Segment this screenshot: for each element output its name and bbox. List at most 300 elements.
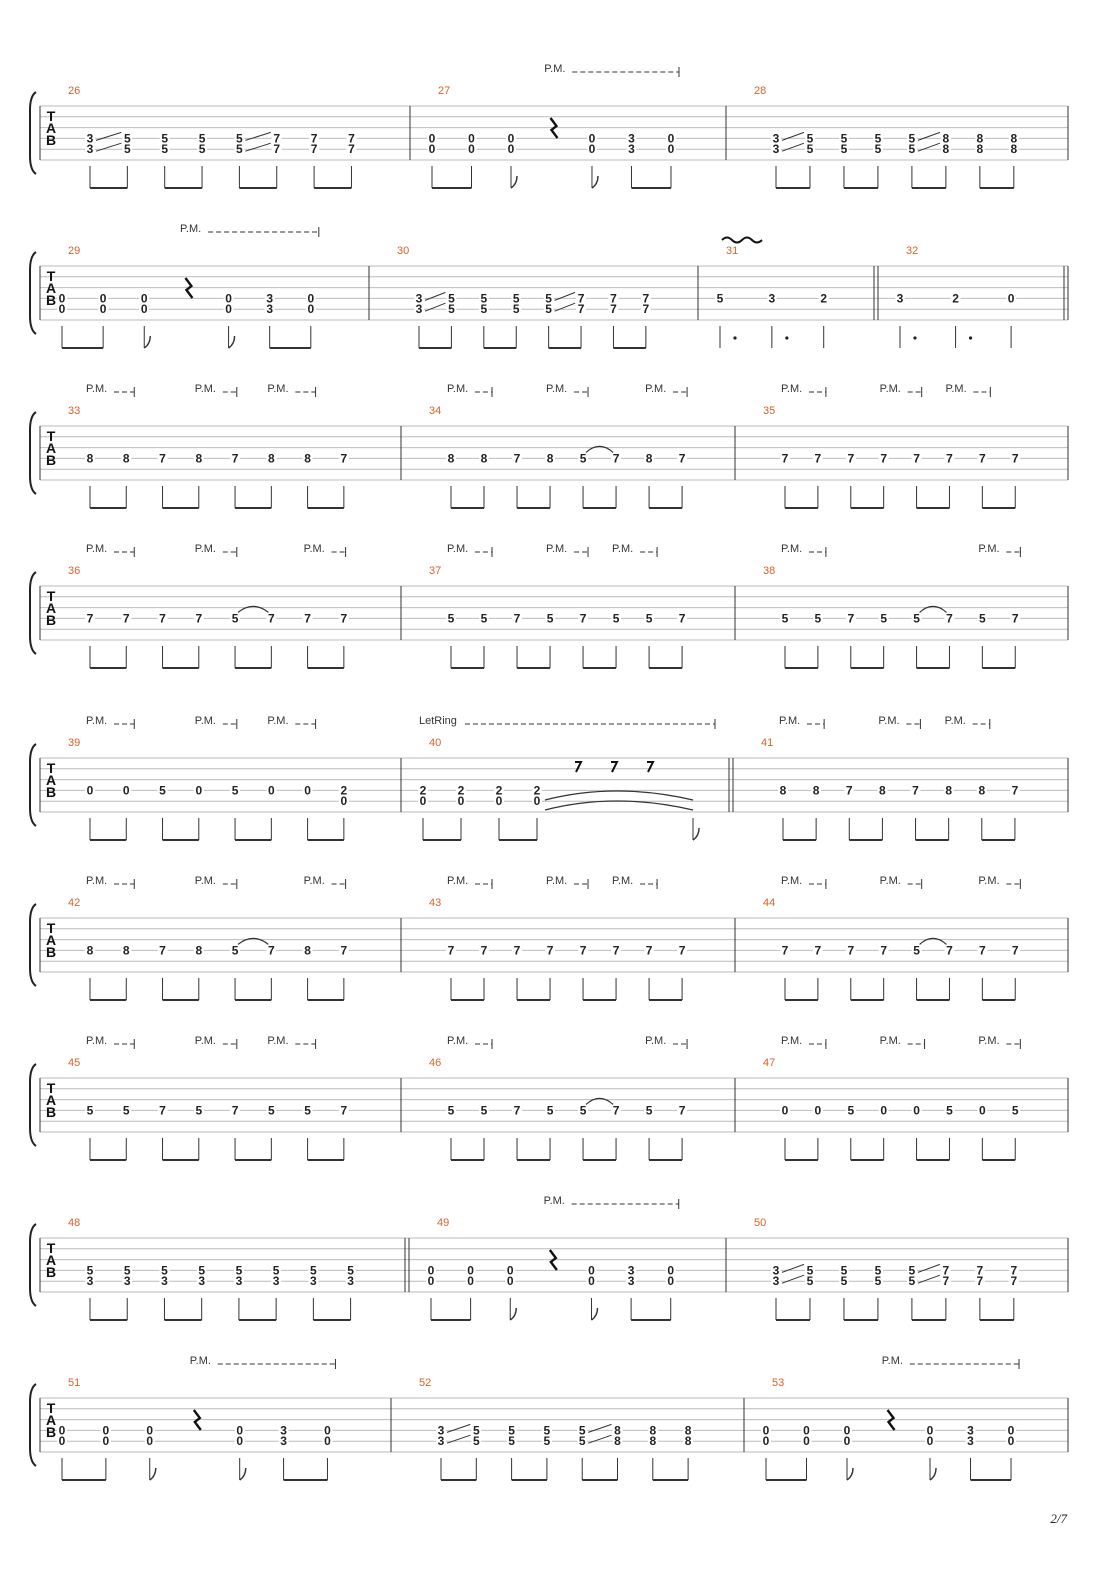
fret-number: 0: [1007, 1434, 1015, 1449]
measure-number: 51: [68, 1377, 81, 1389]
let-ring-label: LetRing: [419, 715, 457, 727]
tab-clef-letter: A: [45, 1092, 57, 1108]
fret-number: 8: [645, 451, 653, 466]
fret-number: 0: [236, 1423, 244, 1438]
system-bracket: [30, 412, 36, 494]
palm-mute-label: P.M.: [546, 383, 568, 395]
fret-number: 0: [86, 783, 94, 798]
measure-number: 44: [763, 897, 776, 909]
fret-number: 5: [480, 1103, 488, 1118]
slide-line: [782, 132, 804, 140]
fret-number: 7: [847, 611, 855, 626]
fret-number: 7: [1011, 451, 1019, 466]
fret-number: 3: [967, 1434, 974, 1449]
fret-number: 5: [645, 611, 653, 626]
tab-clef-letter: T: [46, 920, 56, 936]
tab-clef-letter: T: [46, 108, 56, 124]
fret-number: 7: [267, 943, 275, 958]
fret-number: 0: [58, 291, 66, 306]
fret-number: 7: [678, 943, 686, 958]
fret-number: 8: [195, 451, 203, 466]
fret-number: 0: [122, 783, 130, 798]
measure-number: 34: [429, 405, 442, 417]
fret-number: 8: [942, 142, 950, 157]
fret-number: 3: [627, 1263, 635, 1278]
fret-number: 0: [843, 1423, 851, 1438]
measure-number: 36: [68, 565, 81, 577]
fret-number: 7: [1011, 783, 1019, 798]
fret-number: 0: [926, 1423, 934, 1438]
palm-mute-label: P.M.: [194, 715, 216, 727]
fret-number: 7: [447, 943, 455, 958]
tab-clef-letter: A: [45, 280, 57, 296]
fret-number: 3: [967, 1423, 974, 1438]
system-bracket: [30, 252, 36, 334]
fret-number: 7: [610, 291, 617, 306]
fret-number: 8: [304, 943, 311, 958]
fret-number: 0: [588, 1263, 595, 1278]
fret-number: 7: [577, 302, 585, 317]
tab-clef-letter: A: [45, 120, 57, 136]
fret-number: 5: [543, 1434, 551, 1449]
fret-number: 0: [146, 1423, 154, 1438]
palm-mute-label: P.M.: [267, 383, 289, 395]
fret-number: 7: [159, 611, 166, 626]
tab-system: [30, 1199, 1068, 1320]
fret-number: 7: [612, 451, 620, 466]
fret-number: 5: [979, 611, 986, 626]
fret-number: 3: [415, 291, 423, 306]
measure-number: 52: [419, 1377, 432, 1389]
fret-number: 5: [781, 611, 789, 626]
fret-number: 8: [614, 1423, 621, 1438]
fret-number: 7: [513, 1103, 521, 1118]
fret-number: 3: [628, 131, 635, 146]
fret-number: 7: [678, 611, 686, 626]
fret-number: 7: [610, 302, 617, 317]
fret-number: 0: [428, 142, 436, 157]
tab-clef-letter: B: [45, 132, 57, 148]
palm-mute-label: P.M.: [879, 875, 901, 887]
fret-number: 5: [236, 142, 243, 157]
fret-number: 5: [86, 1263, 94, 1278]
fret-number: 5: [908, 1263, 916, 1278]
fret-number: 7: [642, 291, 650, 306]
fret-number: 5: [840, 131, 848, 146]
fret-number: 0: [324, 1423, 331, 1438]
palm-mute-label: P.M.: [879, 383, 901, 395]
fret-number: 0: [225, 302, 232, 317]
slide-line: [96, 132, 121, 140]
measure-number: 26: [68, 85, 81, 97]
fret-number: 2: [457, 783, 465, 798]
let-ring-tie: [545, 791, 693, 800]
slide-line: [918, 132, 940, 140]
fret-number: 7: [513, 611, 521, 626]
fret-number: 5: [612, 611, 620, 626]
fret-number: 5: [124, 142, 131, 157]
dot: [785, 336, 788, 339]
fret-number: 0: [457, 794, 465, 809]
eighth-flag: [511, 176, 517, 188]
eighth-flag: [592, 176, 598, 188]
fret-number: 0: [419, 794, 427, 809]
fret-number: 7: [1011, 943, 1019, 958]
fret-number: 8: [304, 451, 311, 466]
fret-number: 8: [649, 1423, 657, 1438]
fret-number: 2: [533, 783, 541, 798]
fret-number: 7: [880, 451, 888, 466]
fret-number: 8: [122, 451, 130, 466]
measure-number: 48: [68, 1217, 81, 1229]
fret-number: 3: [772, 1274, 780, 1289]
fret-number: 7: [348, 142, 355, 157]
slide-line: [782, 1275, 804, 1283]
dot: [913, 336, 916, 339]
fret-number: 5: [159, 783, 166, 798]
fret-number: 3: [768, 291, 776, 306]
eighth-flag: [510, 1308, 516, 1320]
fret-number: 5: [806, 142, 814, 157]
measure-number: 29: [68, 245, 81, 257]
palm-mute-label: P.M.: [303, 875, 325, 887]
fret-number: 7: [304, 611, 311, 626]
fret-number: 3: [280, 1423, 287, 1438]
fret-number: 5: [122, 1103, 130, 1118]
measure-number: 32: [906, 245, 919, 257]
let-ring-tie: [545, 801, 693, 810]
tab-clef-letter: B: [45, 1264, 57, 1280]
fret-number: 0: [762, 1423, 770, 1438]
measure-number: 40: [429, 737, 442, 749]
fret-number: 0: [803, 1423, 810, 1438]
fret-number: 7: [845, 783, 853, 798]
fret-number: 5: [231, 783, 239, 798]
fret-number: 5: [508, 1434, 515, 1449]
fret-number: 5: [578, 1434, 586, 1449]
tab-clef-letter: B: [45, 784, 57, 800]
measure-number: 38: [763, 565, 776, 577]
fret-number: 0: [667, 131, 675, 146]
fret-number: 0: [495, 794, 503, 809]
fret-number: 5: [86, 1103, 94, 1118]
palm-mute-label: P.M.: [546, 543, 568, 555]
tab-system: [30, 1039, 1068, 1160]
fret-number: 7: [781, 943, 789, 958]
fret-number: 0: [427, 1274, 435, 1289]
palm-mute-label: P.M.: [544, 63, 566, 75]
fret-number: 0: [507, 131, 515, 146]
palm-mute-label: P.M.: [612, 875, 634, 887]
fret-number: 7: [310, 131, 318, 146]
system-bracket: [30, 904, 36, 986]
fret-number: 5: [480, 291, 488, 306]
slide-line: [447, 1435, 470, 1443]
palm-mute-label: P.M.: [86, 715, 108, 727]
dot: [733, 336, 736, 339]
fret-number: 3: [280, 1434, 287, 1449]
fret-number: 5: [543, 1423, 551, 1438]
tab-clef-letter: A: [45, 772, 57, 788]
eighth-flag: [229, 336, 235, 348]
palm-mute-label: P.M.: [781, 875, 803, 887]
fret-number: 8: [976, 142, 984, 157]
fret-number: 5: [946, 1103, 953, 1118]
fret-number: 8: [879, 783, 886, 798]
fret-number: 0: [146, 1434, 154, 1449]
fret-number: 0: [428, 131, 436, 146]
fret-number: 0: [588, 1274, 595, 1289]
fret-number: 0: [507, 142, 515, 157]
fret-number: 5: [806, 1263, 814, 1278]
fret-number: 7: [946, 611, 953, 626]
fret-number: 5: [272, 1263, 280, 1278]
fret-number: 0: [195, 783, 203, 798]
measure-number: 35: [763, 405, 776, 417]
fret-number: 3: [123, 1274, 131, 1289]
fret-number: 3: [772, 1263, 780, 1278]
fret-number: 5: [874, 142, 882, 157]
fret-number: 0: [58, 1423, 66, 1438]
slide-line: [425, 303, 445, 311]
fret-number: 5: [448, 302, 455, 317]
fret-number: 5: [508, 1423, 515, 1438]
fret-number: 0: [588, 142, 596, 157]
dot: [969, 336, 972, 339]
fret-number: 5: [198, 1263, 206, 1278]
fret-number: 0: [58, 302, 66, 317]
measure-number: 39: [68, 737, 81, 749]
tab-system: [30, 387, 1068, 508]
fret-number: 7: [1010, 1263, 1018, 1278]
tab-clef-letter: T: [46, 588, 56, 604]
fret-number: 5: [447, 611, 455, 626]
slide-line: [918, 1264, 940, 1272]
fret-number: 2: [340, 783, 348, 798]
fret-number: 8: [945, 783, 953, 798]
fret-number: 3: [198, 1274, 206, 1289]
fret-number: 3: [272, 1274, 280, 1289]
fret-number: 5: [716, 291, 724, 306]
fret-number: 0: [667, 1263, 675, 1278]
palm-mute-label: P.M.: [978, 875, 1000, 887]
palm-mute-label: P.M.: [86, 1035, 108, 1047]
fret-number: 7: [159, 943, 166, 958]
tab-clef-letter: A: [45, 440, 57, 456]
fret-number: 0: [880, 1103, 888, 1118]
measure-number: 53: [772, 1377, 785, 1389]
fret-number: 8: [480, 451, 488, 466]
fret-number: 0: [588, 131, 596, 146]
fret-number: 8: [779, 783, 787, 798]
fret-number: 7: [159, 451, 166, 466]
fret-number: 5: [840, 142, 848, 157]
fret-number: 0: [467, 1263, 474, 1278]
fret-number: 0: [225, 291, 232, 306]
measure-number: 47: [763, 1057, 776, 1069]
measure-number: 30: [397, 245, 410, 257]
fret-number: 5: [231, 943, 239, 958]
fret-number: 8: [267, 451, 275, 466]
fret-number: 7: [340, 1103, 348, 1118]
palm-mute-label: P.M.: [447, 875, 469, 887]
fret-number: 5: [235, 1263, 243, 1278]
tab-clef-letter: A: [45, 1412, 57, 1428]
system-bracket: [30, 92, 36, 174]
fret-number: 0: [468, 142, 475, 157]
palm-mute-label: P.M.: [781, 543, 803, 555]
fret-number: 2: [419, 783, 427, 798]
fret-number: 7: [480, 943, 488, 958]
vibrato-mark: [722, 238, 762, 243]
fret-number: 3: [627, 1274, 635, 1289]
fret-number: 7: [579, 611, 587, 626]
fret-number: 0: [324, 1434, 331, 1449]
fret-number: 7: [814, 451, 822, 466]
fret-number: 7: [645, 943, 653, 958]
fret-number: 3: [266, 291, 274, 306]
fret-number: 3: [266, 302, 274, 317]
fret-number: 5: [908, 142, 916, 157]
slide-line: [782, 1264, 804, 1272]
slide-line: [245, 132, 270, 140]
fret-number: 0: [667, 142, 675, 157]
palm-mute-label: P.M.: [303, 543, 325, 555]
fret-number: 7: [678, 451, 686, 466]
measure-number: 46: [429, 1057, 442, 1069]
fret-number: 7: [231, 1103, 239, 1118]
palm-mute-label: P.M.: [447, 543, 469, 555]
fret-number: 8: [614, 1434, 621, 1449]
fret-number: 8: [1010, 142, 1018, 157]
fret-number: 5: [806, 131, 814, 146]
palm-mute-label: P.M.: [779, 715, 801, 727]
fret-number: 5: [545, 291, 552, 306]
fret-number: 7: [340, 611, 348, 626]
fret-number: 5: [579, 451, 587, 466]
fret-number: 3: [161, 1274, 168, 1289]
fret-number: 7: [340, 451, 348, 466]
measure-number: 45: [68, 1057, 81, 1069]
tab-system: [30, 1359, 1068, 1480]
system-bracket: [30, 1064, 36, 1146]
fret-number: 0: [267, 783, 275, 798]
measure-number: 49: [437, 1217, 450, 1229]
system-bracket: [30, 572, 36, 654]
eighth-flag: [930, 1468, 936, 1480]
fret-number: 7: [913, 451, 920, 466]
fret-number: 5: [814, 611, 822, 626]
fret-number: 0: [236, 1434, 244, 1449]
fret-number: 7: [678, 1103, 686, 1118]
fret-number: 5: [546, 611, 554, 626]
fret-number: 3: [86, 131, 94, 146]
fret-number: 7: [340, 943, 348, 958]
slide-line: [555, 303, 575, 311]
palm-mute-label: P.M.: [546, 875, 568, 887]
tab-clef-letter: T: [46, 428, 56, 444]
palm-mute-label: P.M.: [945, 383, 967, 395]
fret-number: 8: [684, 1434, 692, 1449]
palm-mute-label: P.M.: [86, 875, 108, 887]
palm-mute-label: P.M.: [543, 1195, 565, 1207]
fret-number: 0: [304, 783, 311, 798]
fret-number: 5: [1011, 1103, 1019, 1118]
palm-mute-label: P.M.: [645, 383, 667, 395]
palm-mute-label: P.M.: [781, 383, 803, 395]
fret-number: 0: [667, 1274, 675, 1289]
fret-number: 5: [840, 1274, 848, 1289]
fret-number: 0: [102, 1423, 110, 1438]
palm-mute-label: P.M.: [447, 383, 469, 395]
fret-number: 0: [843, 1434, 851, 1449]
tab-clef-letter: T: [46, 268, 56, 284]
eighth-flag: [150, 1468, 156, 1480]
eighth-rest: [611, 762, 617, 772]
measure-number: 31: [726, 245, 739, 257]
fret-number: 0: [979, 1103, 986, 1118]
palm-mute-label: P.M.: [189, 1355, 211, 1367]
palm-mute-label: P.M.: [194, 383, 216, 395]
fret-number: 0: [58, 1434, 66, 1449]
fret-number: 3: [437, 1434, 445, 1449]
fret-number: 3: [235, 1274, 243, 1289]
palm-mute-label: P.M.: [781, 1035, 803, 1047]
fret-number: 5: [198, 131, 206, 146]
tab-clef-letter: A: [45, 1252, 57, 1268]
tab-clef-letter: A: [45, 932, 57, 948]
slide-line: [782, 143, 804, 151]
fret-number: 7: [781, 451, 789, 466]
fret-number: 5: [840, 1263, 848, 1278]
fret-number: 5: [880, 611, 888, 626]
fret-number: 3: [86, 1274, 94, 1289]
fret-number: 5: [874, 1263, 882, 1278]
fret-number: 7: [1010, 1274, 1018, 1289]
eighth-flag: [144, 336, 150, 348]
fret-number: 0: [307, 291, 315, 306]
slide-line: [447, 1424, 470, 1432]
fret-number: 7: [979, 451, 986, 466]
palm-mute-label: P.M.: [881, 1355, 903, 1367]
fret-number: 5: [161, 142, 169, 157]
fret-number: 7: [976, 1274, 984, 1289]
fret-number: 5: [512, 291, 520, 306]
fret-number: 7: [122, 611, 130, 626]
palm-mute-label: P.M.: [194, 543, 216, 555]
tab-system: [30, 547, 1068, 668]
fret-number: 5: [578, 1423, 586, 1438]
fret-number: 5: [123, 1263, 131, 1278]
slide-line: [918, 1275, 940, 1283]
fret-number: 5: [480, 611, 488, 626]
fret-number: 7: [976, 1263, 984, 1278]
palm-mute-label: P.M.: [944, 715, 966, 727]
tab-system: [30, 719, 1068, 840]
fret-number: 8: [976, 131, 984, 146]
eighth-rest: [575, 762, 581, 772]
fret-number: 7: [880, 943, 888, 958]
fret-number: 5: [545, 302, 552, 317]
fret-number: 5: [310, 1263, 317, 1278]
palm-mute-label: P.M.: [86, 383, 108, 395]
fret-number: 7: [546, 943, 554, 958]
fret-number: 7: [847, 943, 855, 958]
tab-clef-letter: T: [46, 1240, 56, 1256]
fret-number: 5: [480, 302, 488, 317]
fret-number: 7: [946, 451, 953, 466]
fret-number: 0: [427, 1263, 435, 1278]
